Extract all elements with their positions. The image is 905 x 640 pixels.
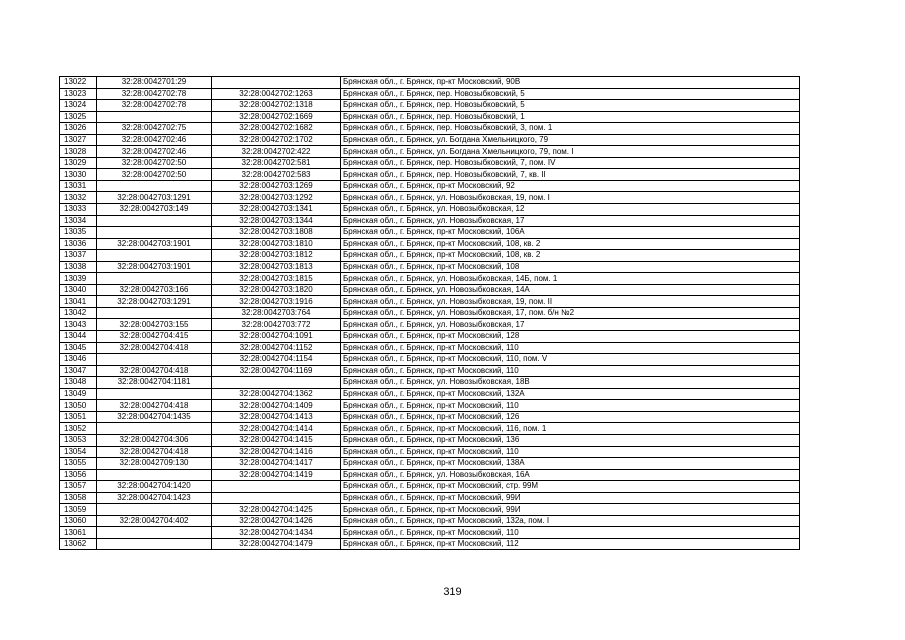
parcel-number-cell — [97, 180, 212, 192]
row-number-cell: 13056 — [60, 469, 97, 481]
parcel-number-cell: 32:28:0042703:1901 — [97, 238, 212, 250]
object-number-cell: 32:28:0042702:1682 — [212, 123, 341, 135]
object-number-cell: 32:28:0042704:1426 — [212, 515, 341, 527]
table-row — [60, 100, 800, 112]
object-number-cell: 32:28:0042702:1669 — [212, 111, 341, 123]
object-number-cell: 32:28:0042704:1419 — [212, 469, 341, 481]
object-number-cell: 32:28:0042703:1344 — [212, 215, 341, 227]
table-row — [60, 180, 800, 192]
table-row — [60, 458, 800, 470]
parcel-number-cell: 32:28:0042703:149 — [97, 204, 212, 216]
address-cell: Брянская обл., г. Брянск, пр-кт Московский, 90В — [341, 77, 800, 89]
table-row — [60, 284, 800, 296]
object-number-cell: 32:28:0042703:1820 — [212, 284, 341, 296]
address-cell: Брянская обл., г. Брянск, ул. Новозыбковская, 14А — [341, 284, 800, 296]
parcel-number-cell — [97, 527, 212, 539]
object-number-cell: 32:28:0042703:1269 — [212, 180, 341, 192]
row-number-cell: 13038 — [60, 261, 97, 273]
address-cell: Брянская обл., г. Брянск, ул. Богдана Хмельницкого, 79 — [341, 134, 800, 146]
table-row — [60, 411, 800, 423]
row-number-cell: 13053 — [60, 434, 97, 446]
table-row — [60, 469, 800, 481]
table-row — [60, 227, 800, 239]
table-row — [60, 134, 800, 146]
parcel-number-cell — [97, 307, 212, 319]
parcel-number-cell: 32:28:0042704:418 — [97, 342, 212, 354]
address-cell: Брянская обл., г. Брянск, пер. Новозыбковский, 1 — [341, 111, 800, 123]
object-number-cell: 32:28:0042702:422 — [212, 146, 341, 158]
object-number-cell: 32:28:0042702:1318 — [212, 100, 341, 112]
object-number-cell: 32:28:0042703:1292 — [212, 192, 341, 204]
address-cell: Брянская обл., г. Брянск, пр-кт Московский, 138А — [341, 458, 800, 470]
row-number-cell: 13031 — [60, 180, 97, 192]
address-cell: Брянская обл., г. Брянск, пр-кт Московский, 132а, пом. I — [341, 515, 800, 527]
object-number-cell: 32:28:0042703:764 — [212, 307, 341, 319]
address-cell: Брянская обл., г. Брянск, пер. Новозыбковский, 5 — [341, 100, 800, 112]
row-number-cell: 13060 — [60, 515, 97, 527]
address-cell: Брянская обл., г. Брянск, ул. Новозыбковская, 17 — [341, 319, 800, 331]
object-number-cell: 32:28:0042702:1702 — [212, 134, 341, 146]
row-number-cell: 13044 — [60, 331, 97, 343]
address-cell: Брянская обл., г. Брянск, ул. Новозыбковская, 17 — [341, 215, 800, 227]
parcel-number-cell: 32:28:0042704:1435 — [97, 411, 212, 423]
parcel-number-cell: 32:28:0042702:78 — [97, 88, 212, 100]
row-number-cell: 13035 — [60, 227, 97, 239]
object-number-cell: 32:28:0042704:1479 — [212, 538, 341, 550]
row-number-cell: 13059 — [60, 504, 97, 516]
table-row — [60, 123, 800, 135]
address-cell: Брянская обл., г. Брянск, ул. Новозыбковская, 14Б, пом. 1 — [341, 273, 800, 285]
row-number-cell: 13026 — [60, 123, 97, 135]
address-cell: Брянская обл., г. Брянск, пр-кт Московский, стр. 99М — [341, 481, 800, 493]
parcel-number-cell: 32:28:0042709:130 — [97, 458, 212, 470]
row-number-cell: 13047 — [60, 365, 97, 377]
address-cell: Брянская обл., г. Брянск, пр-кт Московский, 99И — [341, 504, 800, 516]
table-row — [60, 111, 800, 123]
address-cell: Брянская обл., г. Брянск, пер. Новозыбковский, 7, пом. IV — [341, 157, 800, 169]
table-row — [60, 273, 800, 285]
parcel-number-cell: 32:28:0042702:46 — [97, 146, 212, 158]
address-cell: Брянская обл., г. Брянск, ул. Богдана Хмельницкого, 79, пом. I — [341, 146, 800, 158]
address-cell: Брянская обл., г. Брянск, пр-кт Московский, 112 — [341, 538, 800, 550]
row-number-cell: 13049 — [60, 388, 97, 400]
parcel-number-cell: 32:28:0042704:1181 — [97, 377, 212, 389]
table-row — [60, 296, 800, 308]
row-number-cell: 13033 — [60, 204, 97, 216]
row-number-cell: 13036 — [60, 238, 97, 250]
row-number-cell: 13040 — [60, 284, 97, 296]
table-row — [60, 238, 800, 250]
parcel-number-cell — [97, 504, 212, 516]
object-number-cell: 32:28:0042704:1091 — [212, 331, 341, 343]
page-number: 319 — [443, 586, 462, 598]
table-row — [60, 157, 800, 169]
table-row — [60, 261, 800, 273]
table-row — [60, 538, 800, 550]
address-cell: Брянская обл., г. Брянск, ул. Новозыбковская, 18В — [341, 377, 800, 389]
address-cell: Брянская обл., г. Брянск, пр-кт Московский, 116, пом. 1 — [341, 423, 800, 435]
table-row — [60, 169, 800, 181]
address-cell: Брянская обл., г. Брянск, ул. Новозыбковская, 19, пом. I — [341, 192, 800, 204]
row-number-cell: 13034 — [60, 215, 97, 227]
object-number-cell: 32:28:0042704:1362 — [212, 388, 341, 400]
object-number-cell: 32:28:0042702:581 — [212, 157, 341, 169]
table-row — [60, 354, 800, 366]
address-cell: Брянская обл., г. Брянск, пр-кт Московский, 136 — [341, 434, 800, 446]
address-cell: Брянская обл., г. Брянск, пр-кт Московский, 108, кв. 2 — [341, 250, 800, 262]
object-number-cell: 32:28:0042704:1416 — [212, 446, 341, 458]
address-cell: Брянская обл., г. Брянск, пр-кт Московский, 110 — [341, 342, 800, 354]
table-row — [60, 215, 800, 227]
parcel-number-cell: 32:28:0042702:78 — [97, 100, 212, 112]
parcel-number-cell: 32:28:0042704:415 — [97, 331, 212, 343]
table-row — [60, 400, 800, 412]
address-cell: Брянская обл., г. Брянск, ул. Новозыбковская, 17, пом. б/н №2 — [341, 307, 800, 319]
object-number-cell: 32:28:0042703:1815 — [212, 273, 341, 285]
row-number-cell: 13022 — [60, 77, 97, 89]
object-number-cell: 32:28:0042704:1154 — [212, 354, 341, 366]
address-cell: Брянская обл., г. Брянск, пер. Новозыбковский, 5 — [341, 88, 800, 100]
row-number-cell: 13061 — [60, 527, 97, 539]
row-number-cell: 13039 — [60, 273, 97, 285]
object-number-cell: 32:28:0042704:1152 — [212, 342, 341, 354]
table-row — [60, 331, 800, 343]
object-number-cell: 32:28:0042704:1415 — [212, 434, 341, 446]
parcel-number-cell: 32:28:0042703:1291 — [97, 192, 212, 204]
table-row — [60, 319, 800, 331]
row-number-cell: 13045 — [60, 342, 97, 354]
address-cell: Брянская обл., г. Брянск, пр-кт Московский, 110 — [341, 446, 800, 458]
parcel-number-cell — [97, 111, 212, 123]
table-row — [60, 434, 800, 446]
object-number-cell: 32:28:0042702:1263 — [212, 88, 341, 100]
address-cell: Брянская обл., г. Брянск, пр-кт Московский, 106А — [341, 227, 800, 239]
parcel-number-cell: 32:28:0042704:418 — [97, 400, 212, 412]
address-cell: Брянская обл., г. Брянск, пр-кт Московский, 126 — [341, 411, 800, 423]
object-number-cell: 32:28:0042704:1414 — [212, 423, 341, 435]
row-number-cell: 13057 — [60, 481, 97, 493]
row-number-cell: 13050 — [60, 400, 97, 412]
row-number-cell: 13043 — [60, 319, 97, 331]
table-row — [60, 423, 800, 435]
address-cell: Брянская обл., г. Брянск, пр-кт Московский, 110, пом. V — [341, 354, 800, 366]
object-number-cell — [212, 492, 341, 504]
parcel-number-cell — [97, 388, 212, 400]
row-number-cell: 13023 — [60, 88, 97, 100]
parcel-number-cell — [97, 273, 212, 285]
address-cell: Брянская обл., г. Брянск, пер. Новозыбковский, 7, кв. II — [341, 169, 800, 181]
address-cell: Брянская обл., г. Брянск, пр-кт Московский, 110 — [341, 527, 800, 539]
address-cell: Брянская обл., г. Брянск, пр-кт Московский, 110 — [341, 365, 800, 377]
address-cell: Брянская обл., г. Брянск, пр-кт Московский, 99И — [341, 492, 800, 504]
table-row — [60, 446, 800, 458]
object-number-cell: 32:28:0042703:1341 — [212, 204, 341, 216]
row-number-cell: 13042 — [60, 307, 97, 319]
address-cell: Брянская обл., г. Брянск, пр-кт Московский, 110 — [341, 400, 800, 412]
address-cell: Брянская обл., г. Брянск, ул. Новозыбковская, 19, пом. II — [341, 296, 800, 308]
table-row — [60, 377, 800, 389]
row-number-cell: 13051 — [60, 411, 97, 423]
object-number-cell: 32:28:0042704:1417 — [212, 458, 341, 470]
row-number-cell: 13046 — [60, 354, 97, 366]
parcel-number-cell: 32:28:0042702:75 — [97, 123, 212, 135]
table-row — [60, 88, 800, 100]
object-number-cell: 32:28:0042704:1434 — [212, 527, 341, 539]
row-number-cell: 13032 — [60, 192, 97, 204]
row-number-cell: 13062 — [60, 538, 97, 550]
table-row — [60, 527, 800, 539]
table-row — [60, 481, 800, 493]
address-cell: Брянская обл., г. Брянск, пр-кт Московский, 108 — [341, 261, 800, 273]
address-cell: Брянская обл., г. Брянск, ул. Новозыбковская, 12 — [341, 204, 800, 216]
object-number-cell — [212, 481, 341, 493]
row-number-cell: 13027 — [60, 134, 97, 146]
parcel-number-cell: 32:28:0042704:306 — [97, 434, 212, 446]
parcel-number-cell — [97, 538, 212, 550]
table-row — [60, 146, 800, 158]
parcel-number-cell: 32:28:0042703:1901 — [97, 261, 212, 273]
object-number-cell: 32:28:0042703:1810 — [212, 238, 341, 250]
address-cell: Брянская обл., г. Брянск, пер. Новозыбковский, 3, пом. 1 — [341, 123, 800, 135]
table-row — [60, 192, 800, 204]
row-number-cell: 13030 — [60, 169, 97, 181]
table-row — [60, 492, 800, 504]
parcel-number-cell — [97, 250, 212, 262]
address-cell: Брянская обл., г. Брянск, пр-кт Московский, 92 — [341, 180, 800, 192]
row-number-cell: 13055 — [60, 458, 97, 470]
row-number-cell: 13048 — [60, 377, 97, 389]
row-number-cell: 13029 — [60, 157, 97, 169]
object-number-cell: 32:28:0042703:1813 — [212, 261, 341, 273]
parcel-number-cell — [97, 469, 212, 481]
object-number-cell: 32:28:0042703:1808 — [212, 227, 341, 239]
parcel-number-cell: 32:28:0042702:50 — [97, 169, 212, 181]
row-number-cell: 13041 — [60, 296, 97, 308]
object-number-cell: 32:28:0042703:1916 — [212, 296, 341, 308]
object-number-cell: 32:28:0042704:1413 — [212, 411, 341, 423]
table-row — [60, 307, 800, 319]
parcel-number-cell: 32:28:0042704:1423 — [97, 492, 212, 504]
row-number-cell: 13037 — [60, 250, 97, 262]
parcel-number-cell: 32:28:0042704:1420 — [97, 481, 212, 493]
object-number-cell: 32:28:0042702:583 — [212, 169, 341, 181]
object-number-cell: 32:28:0042704:1169 — [212, 365, 341, 377]
table-row — [60, 250, 800, 262]
table-row — [60, 342, 800, 354]
object-number-cell: 32:28:0042703:1812 — [212, 250, 341, 262]
address-cell: Брянская обл., г. Брянск, пр-кт Московский, 132А — [341, 388, 800, 400]
object-number-cell — [212, 77, 341, 89]
object-number-cell: 32:28:0042704:1409 — [212, 400, 341, 412]
object-number-cell: 32:28:0042704:1425 — [212, 504, 341, 516]
parcel-number-cell: 32:28:0042703:166 — [97, 284, 212, 296]
table-row — [60, 515, 800, 527]
row-number-cell: 13054 — [60, 446, 97, 458]
parcel-number-cell: 32:28:0042704:418 — [97, 446, 212, 458]
address-cell: Брянская обл., г. Брянск, ул. Новозыбковская, 16А — [341, 469, 800, 481]
address-cell: Брянская обл., г. Брянск, пр-кт Московский, 128 — [341, 331, 800, 343]
address-cell: Брянская обл., г. Брянск, пр-кт Московский, 108, кв. 2 — [341, 238, 800, 250]
row-number-cell: 13058 — [60, 492, 97, 504]
table-row — [60, 504, 800, 516]
parcel-number-cell — [97, 227, 212, 239]
parcel-number-cell: 32:28:0042704:402 — [97, 515, 212, 527]
table-row — [60, 77, 800, 89]
parcel-number-cell — [97, 423, 212, 435]
object-number-cell: 32:28:0042703:772 — [212, 319, 341, 331]
parcel-number-cell: 32:28:0042701:29 — [97, 77, 212, 89]
table-row — [60, 388, 800, 400]
parcel-number-cell: 32:28:0042704:418 — [97, 365, 212, 377]
table-row — [60, 204, 800, 216]
row-number-cell: 13025 — [60, 111, 97, 123]
registry-table-body — [60, 77, 800, 550]
parcel-number-cell: 32:28:0042703:1291 — [97, 296, 212, 308]
parcel-number-cell — [97, 215, 212, 227]
parcel-number-cell — [97, 354, 212, 366]
table-row — [60, 365, 800, 377]
row-number-cell: 13024 — [60, 100, 97, 112]
row-number-cell: 13052 — [60, 423, 97, 435]
object-number-cell — [212, 377, 341, 389]
parcel-number-cell: 32:28:0042702:50 — [97, 157, 212, 169]
parcel-number-cell: 32:28:0042702:46 — [97, 134, 212, 146]
registry-table — [59, 76, 800, 550]
parcel-number-cell: 32:28:0042703:155 — [97, 319, 212, 331]
row-number-cell: 13028 — [60, 146, 97, 158]
